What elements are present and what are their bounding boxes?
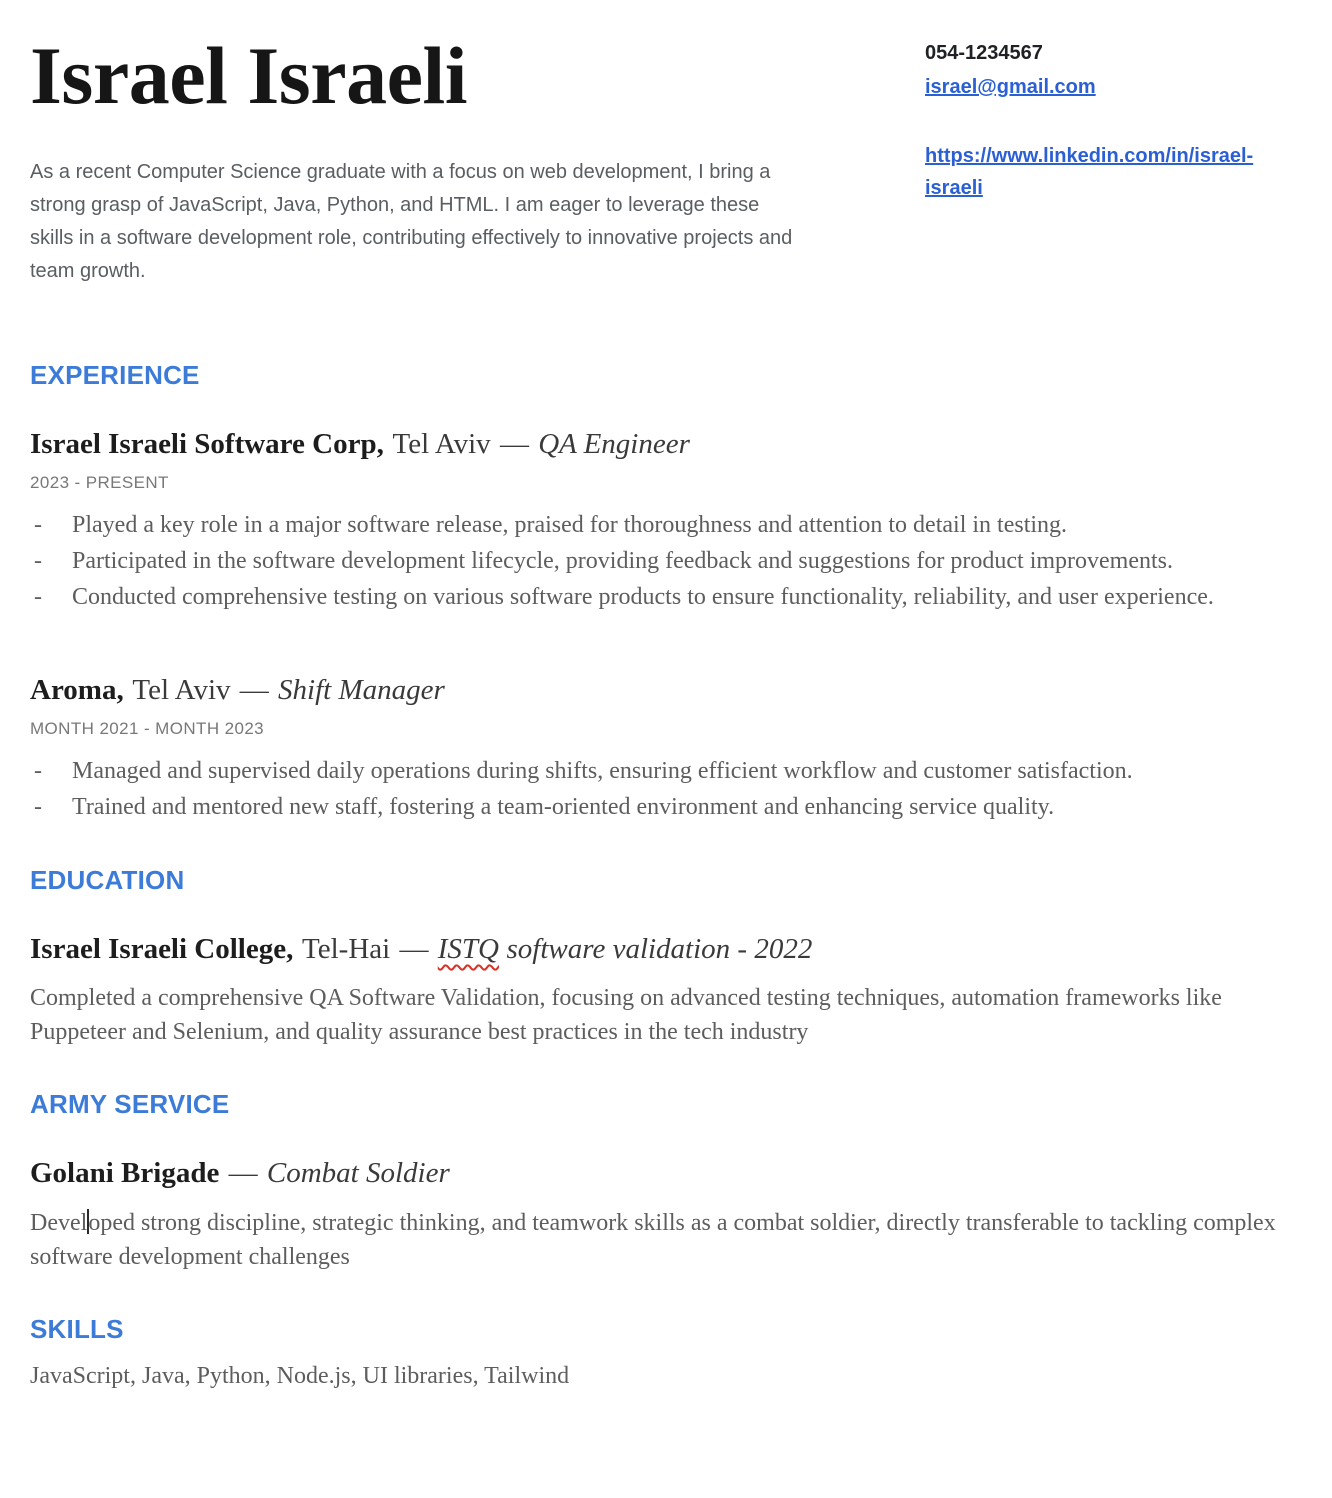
dash-bullet: - <box>34 511 42 538</box>
em-dash: — <box>239 673 269 706</box>
list-item <box>30 507 1290 543</box>
army-description-before-caret: Devel <box>30 1209 88 1236</box>
bullet-list <box>30 507 1290 615</box>
email-link[interactable]: israel@gmail.com <box>925 76 1096 98</box>
army-service-section <box>30 1089 1302 1273</box>
bullet-text: Trained and mentored new staff, fostering a team-oriented environment and enhancing service quality. <box>72 794 1055 821</box>
education-heading: EDUCATION <box>30 865 185 896</box>
misspelled-word[interactable]: ISTQ <box>437 933 499 966</box>
education-entry <box>30 930 1302 1049</box>
program-name: software validation - 2022 <box>506 933 813 966</box>
date-range: MONTH 2021 - MONTH 2023 <box>30 719 265 739</box>
page-title: Israel Israeli <box>30 30 468 121</box>
job-role: QA Engineer <box>538 427 690 460</box>
dash-bullet: - <box>34 583 42 610</box>
skills-section <box>30 1314 1302 1393</box>
date-range: 2023 - PRESENT <box>30 472 169 492</box>
company-name: Israel Israeli Software Corp, <box>30 427 384 460</box>
contact-spacer <box>925 104 1285 140</box>
linkedin-link[interactable]: https://www.linkedin.com/in/israel-israeli <box>925 145 1254 199</box>
skills-list: JavaScript, Java, Python, Node.js, UI libraries, Tailwind <box>30 1362 570 1389</box>
list-item <box>30 579 1290 615</box>
job-title-line <box>30 425 1302 464</box>
list-item <box>30 543 1290 579</box>
contact-block <box>925 30 1285 204</box>
bullet-text: Played a key role in a major software release, praised for thoroughness and attention to detail in testing. <box>72 511 1068 538</box>
em-dash: — <box>399 933 429 966</box>
army-title-line <box>30 1154 1302 1193</box>
job-role: Shift Manager <box>278 673 445 706</box>
education-section <box>30 865 1302 1049</box>
army-service-heading: ARMY SERVICE <box>30 1089 230 1120</box>
dash-bullet: - <box>34 794 42 821</box>
bullet-text: Participated in the software development lifecycle, providing feedback and suggestions for product improvements. <box>72 547 1173 574</box>
job-location: Tel Aviv <box>392 427 491 460</box>
job-location: Tel Aviv <box>132 673 231 706</box>
phone-number: 054-1234567 <box>925 42 1043 64</box>
army-unit: Golani Brigade <box>30 1157 220 1190</box>
summary-paragraph: As a recent Computer Science graduate with a focus on web development, I bring a strong grasp of JavaScript, Java, Python, and HTML. I am eager to leverage these skills in a software development role, contributing effectively to innovative projects and team growth. <box>30 160 793 282</box>
experience-heading: EXPERIENCE <box>30 359 200 390</box>
army-description <box>30 1206 1290 1274</box>
list-item <box>30 753 1290 789</box>
education-title-line <box>30 930 1302 969</box>
bullet-text: Conducted comprehensive testing on various software products to ensure functionality, reliability, and user experience. <box>72 583 1214 610</box>
job-title-line <box>30 671 1302 710</box>
army-description-after-caret: oped strong discipline, strategic thinking, and teamwork skills as a combat soldier, directly transferable to tackling complex software development challenges <box>30 1209 1276 1270</box>
school-location: Tel-Hai <box>302 933 391 966</box>
army-entry <box>30 1154 1302 1273</box>
bullet-list <box>30 753 1290 825</box>
job-entry-shift-manager <box>30 671 1302 825</box>
em-dash: — <box>499 427 529 460</box>
school-name: Israel Israeli College, <box>30 933 294 966</box>
header-left <box>30 30 890 288</box>
army-role: Combat Soldier <box>266 1157 450 1190</box>
list-item <box>30 789 1290 825</box>
education-description: Completed a comprehensive QA Software Validation, focusing on advanced testing techniques, automation frameworks like Puppeteer and Selenium, and quality assurance best practices in the tech industry <box>30 985 1222 1046</box>
job-entry-qa-engineer <box>30 425 1302 615</box>
company-name: Aroma, <box>30 673 124 706</box>
bullet-text: Managed and supervised daily operations during shifts, ensuring efficient workflow and customer satisfaction. <box>72 758 1133 785</box>
dash-bullet: - <box>34 758 42 785</box>
skills-heading: SKILLS <box>30 1313 124 1344</box>
header <box>30 30 1302 288</box>
experience-section <box>30 360 1302 825</box>
dash-bullet: - <box>34 547 42 574</box>
em-dash: — <box>228 1157 258 1190</box>
